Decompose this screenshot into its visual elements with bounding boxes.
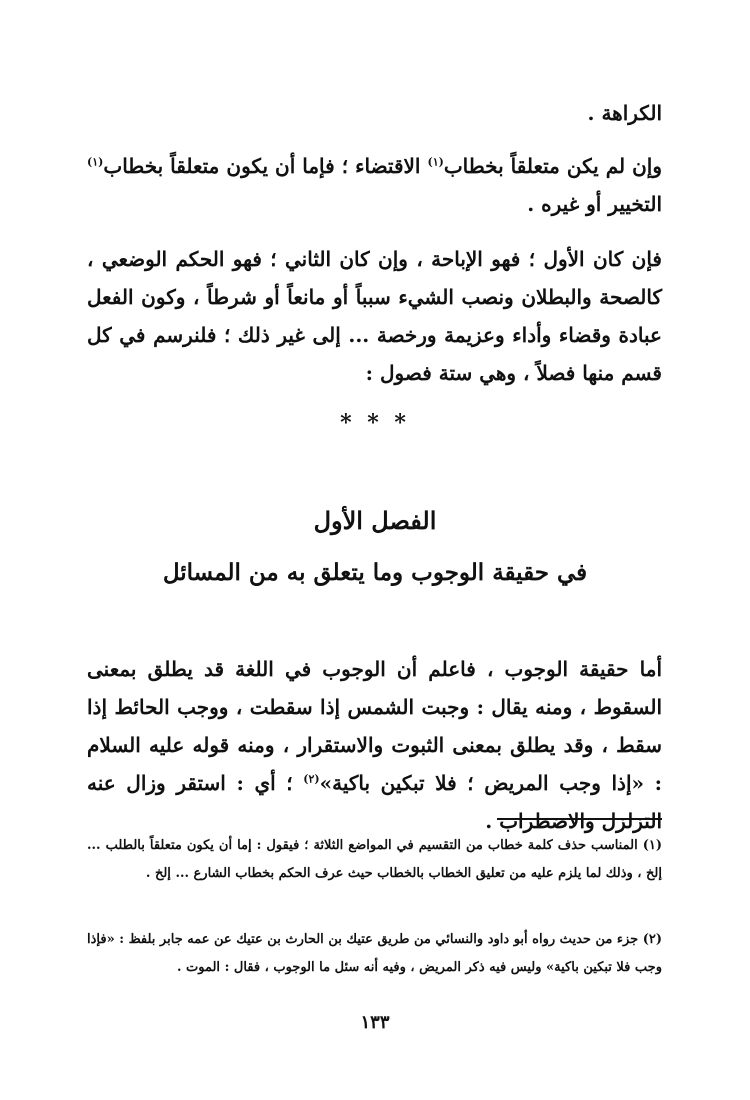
paragraph-1 bbox=[87, 94, 662, 132]
paragraph-3-text: فإن كان الأول ؛ فهو الإباحة ، وإن كان الثاني ؛ فهو الحكم الوضعي ، كالصحة والبطلان ونصب الشيء سبباً أو مانعاً أو شرطاً ، وكون الفعل عبادة وقضاء وأداء وعزيمة ورخصة ... إلى غير ذلك ؛ فلنرسم في كل قسم منها فصلاً ، وهي ستة فصول : bbox=[87, 247, 662, 385]
paragraph-2-text-b: الاقتضاء ؛ فإما أن يكون متعلقاً بخطاب bbox=[103, 154, 428, 178]
chapter-subtitle: في حقيقة الوجوب وما يتعلق به من المسائل bbox=[162, 559, 588, 586]
footnote-2: (٢) جزء من حديث رواه أبو داود والنسائي من طريق عتيك بن الحارث بن عتيك عن عمه جابر بلفظ : «فإذا وجب فلا تبكين باكية» وليس فيه ذكر المريض ، وفيه أنه سئل ما الوجوب ، فقال : الموت . bbox=[87, 932, 662, 975]
paragraph-4-text-b: ؛ أي : استقر وزال عنه التزلزل والاضطراب . bbox=[87, 771, 662, 833]
paragraph-3 bbox=[87, 240, 662, 392]
footnote-marker-1a: (١) bbox=[427, 155, 444, 169]
paragraph-2 bbox=[87, 147, 662, 223]
footnote-marker-1b: (١) bbox=[87, 155, 104, 169]
page-number: ١٣٣ bbox=[360, 1012, 390, 1033]
chapter-title: الفصل الأول bbox=[313, 506, 437, 535]
footnote-marker-2: (٢) bbox=[303, 772, 320, 786]
section-separator: * * * bbox=[340, 410, 410, 436]
footnote-1: (١) المناسب حذف كلمة خطاب من التقسيم في المواضع الثلاثة ؛ فيقول : إما أن يكون متعلقاً بالطلب ... إلخ ، وذلك لما يلزم عليه من تعليق الخطاب بالخطاب حيث عرف الحكم بخطاب الشارع ... إلخ . bbox=[87, 838, 662, 881]
paragraph-4 bbox=[87, 650, 662, 840]
paragraph-2-text-a: وإن لم يكن متعلقاً بخطاب bbox=[443, 154, 662, 178]
paragraph-4-text-a: أما حقيقة الوجوب ، فاعلم أن الوجوب في اللغة قد يطلق بمعنى السقوط ، ومنه يقال : وجبت الشمس إذا سقطت ، ووجب الحائط إذا سقط ، وقد يطلق بمعنى الثبوت والاستقرار ، ومنه قوله عليه السلام : «إذا وجب المريض ؛ فلا تبكين باكية» bbox=[87, 657, 662, 795]
footnote-divider bbox=[497, 818, 662, 820]
paragraph-1-text: الكراهة . bbox=[587, 101, 662, 125]
paragraph-2-text-c: التخيير أو غيره . bbox=[527, 192, 662, 216]
